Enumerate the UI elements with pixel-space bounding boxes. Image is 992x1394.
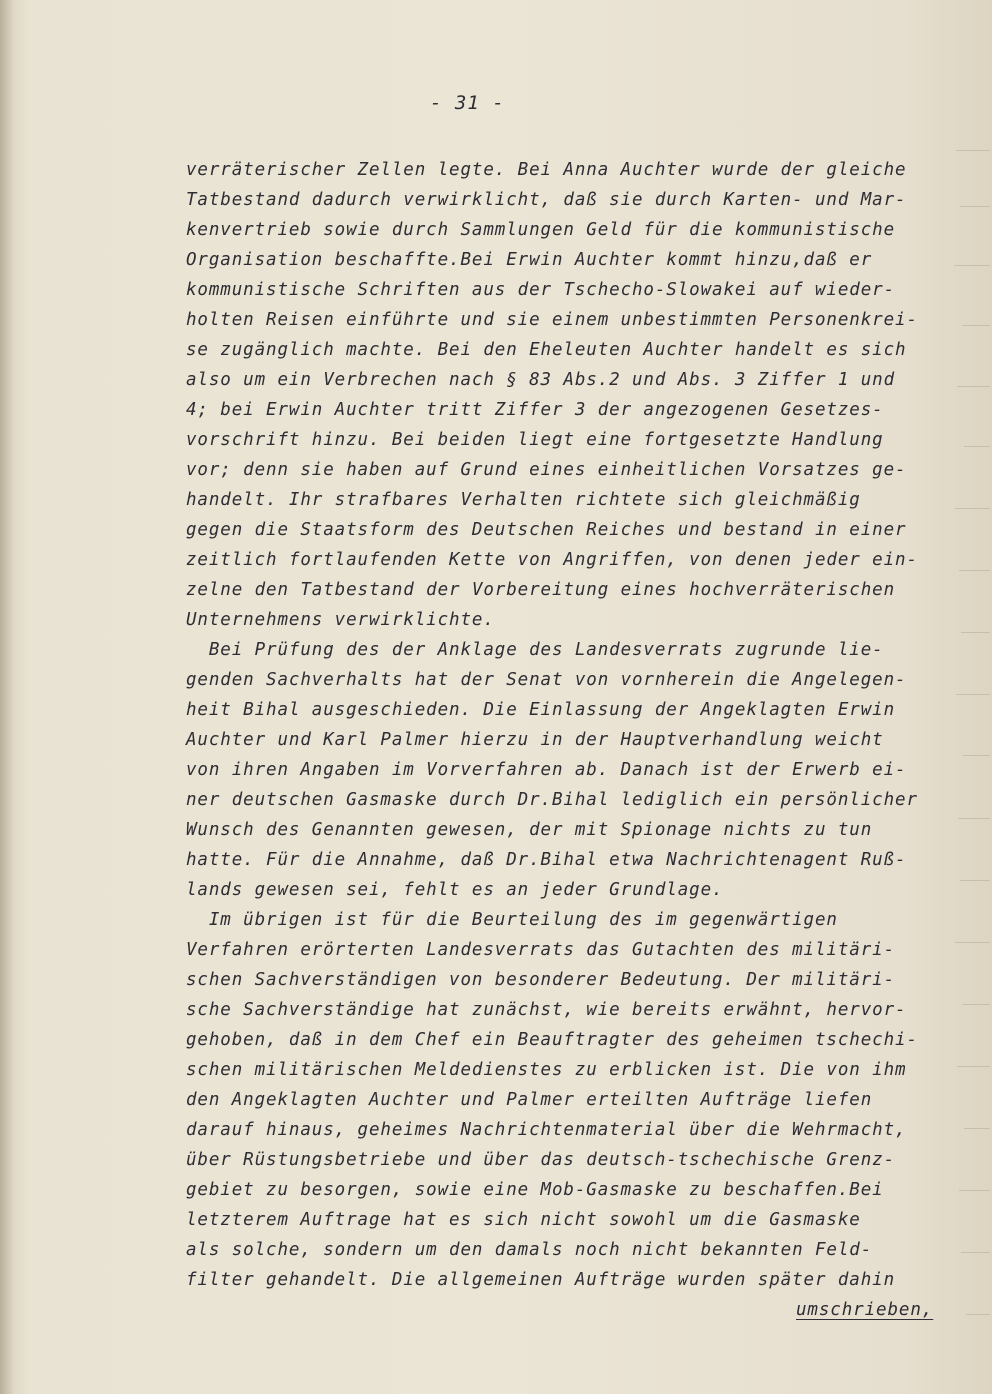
text-line: Bei Prüfung des der Anklage des Landesverrats zugrunde lie-	[186, 640, 884, 660]
text-line: handelt. Ihr strafbares Verhalten richtete sich gleichmäßig	[186, 490, 861, 510]
text-line: genden Sachverhalts hat der Senat von vornherein die Angelegen-	[186, 670, 907, 690]
text-line: kommunistische Schriften aus der Tschecho-Slowakei auf wieder-	[186, 280, 896, 300]
catchword: umschrieben,	[796, 1300, 934, 1320]
text-line: gebiet zu besorgen, sowie eine Mob-Gasmaske zu beschaffen.Bei	[186, 1180, 884, 1200]
text-line: also um ein Verbrechen nach § 83 Abs.2 und Abs. 3 Ziffer 1 und	[186, 370, 896, 390]
text-line: se zugänglich machte. Bei den Eheleuten Auchter handelt es sich	[186, 340, 907, 360]
text-line: ner deutschen Gasmaske durch Dr.Bihal lediglich ein persönlicher	[186, 790, 918, 810]
text-line: holten Reisen einführte und sie einem unbestimmten Personenkrei-	[186, 310, 918, 330]
binding-edge	[0, 0, 14, 1394]
text-line: 4; bei Erwin Auchter tritt Ziffer 3 der angezogenen Gesetzes-	[186, 400, 884, 420]
text-line: zelne den Tatbestand der Vorbereitung eines hochverräterischen	[186, 580, 896, 600]
text-line: Im übrigen ist für die Beurteilung des im gegenwärtigen	[186, 910, 838, 930]
text-line: als solche, sondern um den damals noch nicht bekannten Feld-	[186, 1240, 873, 1260]
text-line: vorschrift hinzu. Bei beiden liegt eine fortgesetzte Handlung	[186, 430, 884, 450]
show-through-bleed	[952, 150, 992, 1350]
text-line: lands gewesen sei, fehlt es an jeder Grundlage.	[186, 880, 724, 900]
text-line: heit Bihal ausgeschieden. Die Einlassung der Angeklagten Erwin	[186, 700, 896, 720]
text-line: gegen die Staatsform des Deutschen Reiches und bestand in einer	[186, 520, 907, 540]
text-line: Tatbestand dadurch verwirklicht, daß sie durch Karten- und Mar-	[186, 190, 907, 210]
text-line: sche Sachverständige hat zunächst, wie bereits erwähnt, hervor-	[186, 1000, 907, 1020]
text-line: hatte. Für die Annahme, daß Dr.Bihal etwa Nachrichtenagent Ruß-	[186, 850, 907, 870]
page-number: - 31 -	[430, 92, 505, 114]
text-line: Organisation beschaffte.Bei Erwin Auchter kommt hinzu,daß er	[186, 250, 873, 270]
text-line: Auchter und Karl Palmer hierzu in der Hauptverhandlung weicht	[186, 730, 884, 750]
text-line: über Rüstungsbetriebe und über das deutsch-tschechische Grenz-	[186, 1150, 896, 1170]
text-line: von ihren Angaben im Vorverfahren ab. Danach ist der Erwerb ei-	[186, 760, 907, 780]
text-line: den Angeklagten Auchter und Palmer erteilten Aufträge liefen	[186, 1090, 873, 1110]
text-line: filter gehandelt. Die allgemeinen Aufträge wurden später dahin	[186, 1270, 896, 1290]
text-line: schen Sachverständigen von besonderer Bedeutung. Der militäri-	[186, 970, 896, 990]
text-line: verräterischer Zellen legte. Bei Anna Auchter wurde der gleiche	[186, 160, 907, 180]
text-line: letzterem Auftrage hat es sich nicht sowohl um die Gasmaske	[186, 1210, 861, 1230]
text-line: Unternehmens verwirklichte.	[186, 610, 495, 630]
text-line: Verfahren erörterten Landesverrats das Gutachten des militäri-	[186, 940, 896, 960]
text-line: zeitlich fortlaufenden Kette von Angriffen, von denen jeder ein-	[186, 550, 918, 570]
text-line: kenvertrieb sowie durch Sammlungen Geld für die kommunistische	[186, 220, 896, 240]
text-line: gehoben, daß in dem Chef ein Beauftragter des geheimen tschechi-	[186, 1030, 918, 1050]
text-line: darauf hinaus, geheimes Nachrichtenmaterial über die Wehrmacht,	[186, 1120, 907, 1140]
text-line: Wunsch des Genannten gewesen, der mit Spionage nichts zu tun	[186, 820, 873, 840]
text-line: vor; denn sie haben auf Grund eines einheitlichen Vorsatzes ge-	[186, 460, 907, 480]
text-line: schen militärischen Meldedienstes zu erblicken ist. Die von ihm	[186, 1060, 907, 1080]
